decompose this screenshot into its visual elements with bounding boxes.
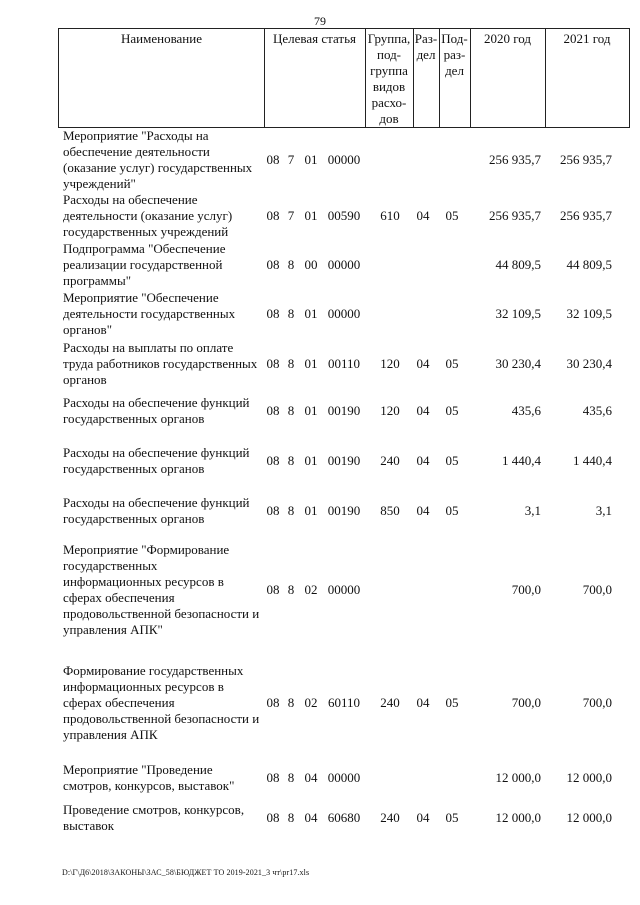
table-header <box>58 28 630 128</box>
row-name-line: деятельности государственных <box>63 306 236 321</box>
header-expense-group-line: группа <box>370 63 408 78</box>
direction-code: 00000 <box>327 257 361 272</box>
row-name-line: информационных ресурсов в <box>63 574 224 589</box>
subsection-code: 05 <box>445 356 459 371</box>
table-row <box>0 290 640 338</box>
subsection-code: 05 <box>445 695 459 710</box>
row-name-line: обеспечение деятельности <box>63 144 210 159</box>
row-name <box>63 663 263 743</box>
amount-2021: 700,0 <box>582 582 612 597</box>
program-code: 08 <box>266 810 280 825</box>
row-name-line: продовольственной безопасности и <box>63 711 260 726</box>
subprogram-code: 7 <box>287 208 295 223</box>
row-name-line: сферах обеспечения <box>63 695 175 710</box>
amount-2020: 44 809,5 <box>495 257 541 272</box>
row-name-line: Расходы на выплаты по оплате <box>63 340 234 355</box>
subprogram-code: 8 <box>287 582 295 597</box>
direction-code: 00190 <box>327 503 361 518</box>
row-name-line: управления АПК" <box>63 622 163 637</box>
direction-code: 00000 <box>327 770 361 785</box>
section-code: 04 <box>416 453 430 468</box>
direction-code: 00190 <box>327 453 361 468</box>
row-name-line: реализации государственной <box>63 257 223 272</box>
expense-group: 240 <box>380 695 400 710</box>
table-row <box>0 802 640 834</box>
row-name-line: органов" <box>63 322 113 337</box>
row-name-line: государственных органов <box>63 461 205 476</box>
table-row <box>0 395 640 427</box>
amount-2021: 435,6 <box>582 403 612 418</box>
row-name-line: информационных ресурсов в <box>63 679 224 694</box>
expense-group: 240 <box>380 810 400 825</box>
row-name-line: Расходы на обеспечение функций <box>63 395 250 410</box>
amount-2021: 700,0 <box>582 695 612 710</box>
row-name-line: программы" <box>63 273 132 288</box>
row-name <box>63 241 263 289</box>
row-name <box>63 340 263 388</box>
event-code: 02 <box>304 582 318 597</box>
amount-2021: 1 440,4 <box>573 453 612 468</box>
row-name-line: Проведение смотров, конкурсов, <box>63 802 245 817</box>
amount-2021: 12 000,0 <box>566 810 612 825</box>
row-name-line: Расходы на обеспечение функций <box>63 445 250 460</box>
expense-group: 120 <box>380 403 400 418</box>
header-expense-group-line: видов <box>372 79 406 94</box>
table-row <box>0 241 640 289</box>
row-name-line: Расходы на обеспечение функций <box>63 495 250 510</box>
amount-2021: 256 935,7 <box>560 152 612 167</box>
direction-code: 00000 <box>327 152 361 167</box>
table-row <box>0 762 640 794</box>
expense-group: 610 <box>380 208 400 223</box>
row-name-line: выставок <box>63 818 115 833</box>
row-name-line: учреждений" <box>63 176 136 191</box>
program-code: 08 <box>266 695 280 710</box>
program-code: 08 <box>266 356 280 371</box>
header-year-2020: 2020 год <box>484 31 531 46</box>
header-section-line: дел <box>416 47 436 62</box>
subsection-code: 05 <box>445 503 459 518</box>
amount-2020: 256 935,7 <box>489 208 541 223</box>
program-code: 08 <box>266 582 280 597</box>
event-code: 01 <box>304 403 318 418</box>
table-row <box>0 445 640 477</box>
direction-code: 00110 <box>327 356 361 371</box>
row-name <box>63 802 263 834</box>
header-section-line: Раз- <box>414 31 438 46</box>
amount-2020: 32 109,5 <box>495 306 541 321</box>
row-name-line: деятельности (оказание услуг) <box>63 208 233 223</box>
row-name-line: государственных <box>63 558 158 573</box>
row-name <box>63 445 263 477</box>
event-code: 01 <box>304 356 318 371</box>
event-code: 01 <box>304 152 318 167</box>
amount-2020: 435,6 <box>511 403 541 418</box>
header-year-2021: 2021 год <box>563 31 611 46</box>
direction-code: 60110 <box>327 695 361 710</box>
program-code: 08 <box>266 770 280 785</box>
amount-2020: 700,0 <box>511 695 541 710</box>
header-subsection-line: Под- <box>441 31 468 46</box>
program-code: 08 <box>266 453 280 468</box>
subprogram-code: 8 <box>287 257 295 272</box>
header-expense-group-line: Группа, <box>367 31 411 46</box>
subsection-code: 05 <box>445 453 459 468</box>
row-name-line: (оказание услуг) государственных <box>63 160 253 175</box>
subprogram-code: 8 <box>287 453 295 468</box>
subprogram-code: 8 <box>287 403 295 418</box>
row-name-line: продовольственной безопасности и <box>63 606 260 621</box>
section-code: 04 <box>416 208 430 223</box>
amount-2021: 12 000,0 <box>566 770 612 785</box>
direction-code: 60680 <box>327 810 361 825</box>
table-row <box>0 192 640 240</box>
header-subsection <box>439 31 470 79</box>
file-path-footer: D:\Г\Д6\2018\ЗАКОНЫ\ЗАС_58\БЮДЖЕТ ТО 2019-2021_3 чт\pr17.xls <box>62 868 310 877</box>
event-code: 01 <box>304 306 318 321</box>
program-code: 08 <box>266 152 280 167</box>
row-name <box>63 290 263 338</box>
event-code: 04 <box>304 810 318 825</box>
row-name-line: государственных органов <box>63 411 205 426</box>
header-subsection-line: раз- <box>443 47 466 62</box>
row-name-line: Мероприятие "Формирование <box>63 542 230 557</box>
row-name-line: Расходы на обеспечение <box>63 192 198 207</box>
subprogram-code: 8 <box>287 503 295 518</box>
amount-2021: 32 109,5 <box>566 306 612 321</box>
header-name: Наименование <box>121 31 202 46</box>
program-code: 08 <box>266 403 280 418</box>
header-subsection-line: дел <box>445 63 464 78</box>
table-row <box>0 542 640 638</box>
subprogram-code: 8 <box>287 306 295 321</box>
program-code: 08 <box>266 257 280 272</box>
direction-code: 00190 <box>327 403 361 418</box>
header-expense-group-line: под- <box>376 47 402 62</box>
amount-2020: 30 230,4 <box>495 356 541 371</box>
event-code: 01 <box>304 503 318 518</box>
row-name-line: Мероприятие "Проведение <box>63 762 213 777</box>
row-name-line: труда работников государственных <box>63 356 258 371</box>
event-code: 04 <box>304 770 318 785</box>
amount-2021: 3,1 <box>595 503 612 518</box>
table-row <box>0 128 640 192</box>
row-name-line: государственных учреждений <box>63 224 229 239</box>
subprogram-code: 8 <box>287 356 295 371</box>
table-row <box>0 495 640 527</box>
direction-code: 00590 <box>327 208 361 223</box>
amount-2021: 256 935,7 <box>560 208 612 223</box>
row-name <box>63 542 263 638</box>
header-section <box>413 31 439 63</box>
amount-2020: 256 935,7 <box>489 152 541 167</box>
subsection-code: 05 <box>445 208 459 223</box>
amount-2020: 3,1 <box>524 503 541 518</box>
event-code: 00 <box>304 257 318 272</box>
row-name-line: смотров, конкурсов, выставок" <box>63 778 235 793</box>
header-expense-group-line: дов <box>379 111 399 126</box>
section-code: 04 <box>416 503 430 518</box>
header-divider <box>629 29 630 127</box>
row-name-line: органов <box>63 372 107 387</box>
section-code: 04 <box>416 356 430 371</box>
amount-2020: 12 000,0 <box>495 810 541 825</box>
row-name <box>63 762 263 794</box>
amount-2020: 1 440,4 <box>502 453 541 468</box>
row-name <box>63 495 263 527</box>
amount-2020: 12 000,0 <box>495 770 541 785</box>
row-name-line: Мероприятие "Обеспечение <box>63 290 219 305</box>
expense-group: 240 <box>380 453 400 468</box>
row-name-line: государственных органов <box>63 511 205 526</box>
row-name-line: Подпрограмма "Обеспечение <box>63 241 226 256</box>
amount-2021: 30 230,4 <box>566 356 612 371</box>
subprogram-code: 8 <box>287 695 295 710</box>
header-target-article: Целевая статья <box>272 31 356 46</box>
event-code: 01 <box>304 453 318 468</box>
row-name-line: управления АПК <box>63 727 158 742</box>
program-code: 08 <box>266 503 280 518</box>
direction-code: 00000 <box>327 306 361 321</box>
subprogram-code: 7 <box>287 152 295 167</box>
amount-2020: 700,0 <box>511 582 541 597</box>
row-name-line: Формирование государственных <box>63 663 244 678</box>
amount-2021: 44 809,5 <box>566 257 612 272</box>
event-code: 01 <box>304 208 318 223</box>
subsection-code: 05 <box>445 403 459 418</box>
program-code: 08 <box>266 306 280 321</box>
expense-group: 120 <box>380 356 400 371</box>
section-code: 04 <box>416 695 430 710</box>
header-expense-group <box>365 31 413 127</box>
subsection-code: 05 <box>445 810 459 825</box>
subprogram-code: 8 <box>287 810 295 825</box>
row-name <box>63 395 263 427</box>
section-code: 04 <box>416 403 430 418</box>
table-row <box>0 663 640 743</box>
section-code: 04 <box>416 810 430 825</box>
row-name <box>63 128 263 192</box>
header-expense-group-line: расхо- <box>371 95 407 110</box>
row-name-line: сферах обеспечения <box>63 590 175 605</box>
subprogram-code: 8 <box>287 770 295 785</box>
row-name-line: Мероприятие "Расходы на <box>63 128 209 143</box>
expense-group: 850 <box>380 503 400 518</box>
table-row <box>0 340 640 388</box>
direction-code: 00000 <box>327 582 361 597</box>
page-number: 79 <box>314 14 326 28</box>
event-code: 02 <box>304 695 318 710</box>
program-code: 08 <box>266 208 280 223</box>
row-name <box>63 192 263 240</box>
